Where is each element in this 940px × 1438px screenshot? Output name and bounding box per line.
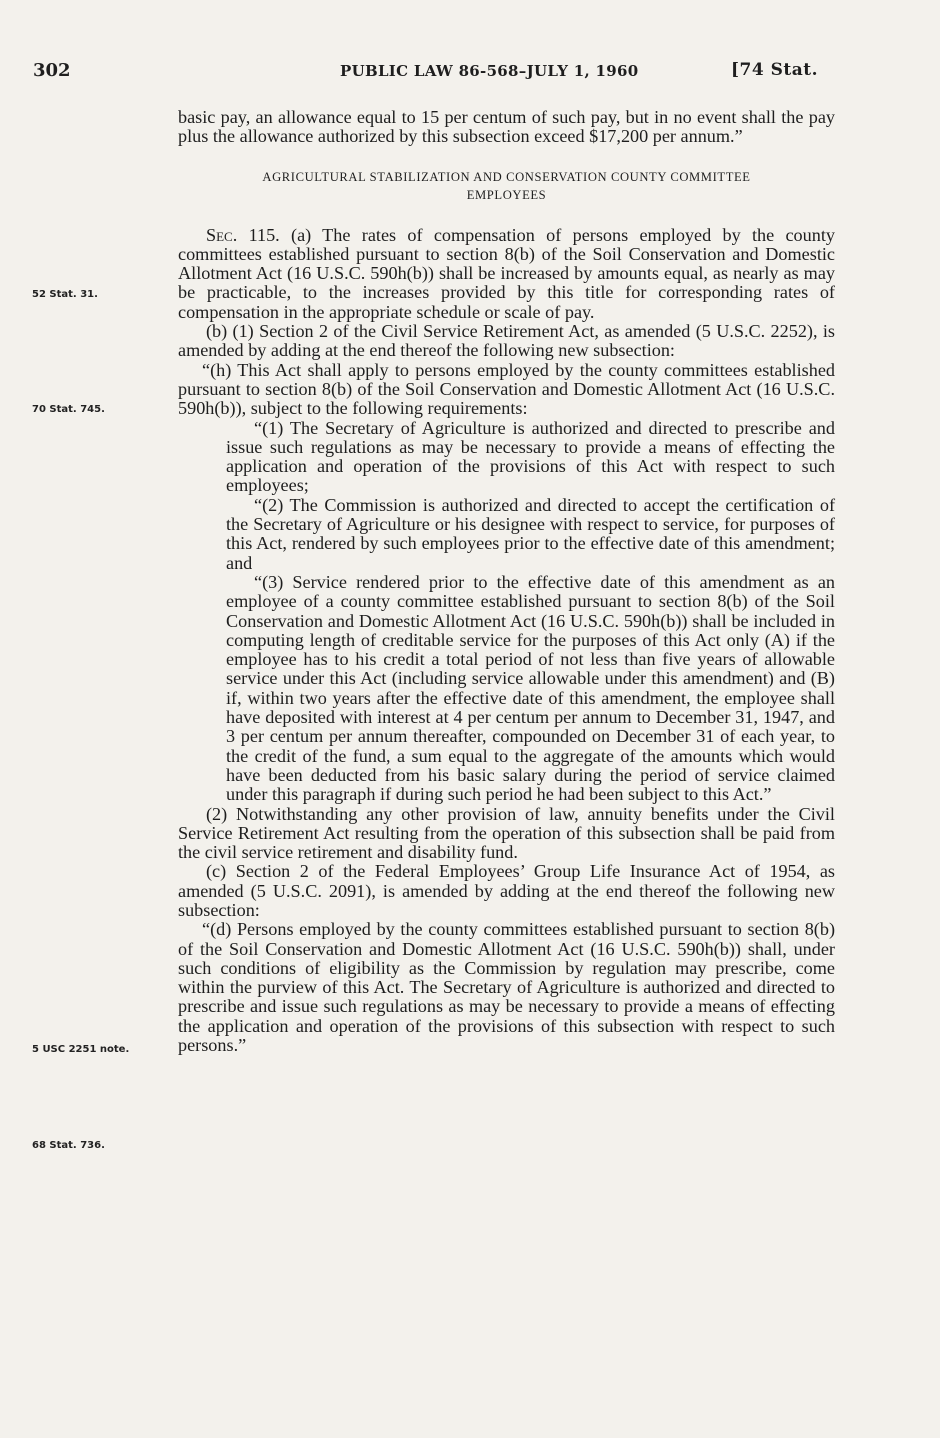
section-heading-line: AGRICULTURAL STABILIZATION AND CONSERVATION COUNTY COMMITTEE [262,169,751,184]
margin-note-citation: 70 Stat. 745. [32,404,105,415]
section-paragraph [178,226,835,322]
quoted-subsection: “(h) This Act shall apply to persons employed by the county committees established pursuant to section 8(b) of the Soil Conservation and Domestic Allotment Act (16 U.S.C. 590h(b)), subject to the following requirements: [178,359,835,419]
section-paragraph: (2) Notwithstanding any other provision of law, annuity benefits under the Civil Service Retirement Act resulting from the operation of this subsection shall be paid from the civil service retirement and disability fund. [178,803,835,863]
running-head: PUBLIC LAW 86-568–JULY 1, 1960 [340,62,639,80]
quoted-paragraph: “(3) Service rendered prior to the effective date of this amendment as an employee of a county committee established pursuant to section 8(b) of the Soil Conservation and Domestic Allotment Act (16 U.S.C. 590h(b)) shall be included in computing length of creditable service for the purposes of this Act only (A) if the employee has to his credit a total period of not less than five years of allowable service under this Act (including service allowable under this amendment) and (B) if, within two years after the effective date of this amendment, the employee shall have deposited with interest at 4 per centum per annum to December 31, 1947, and 3 per centum per annum thereafter, compounded on December 31 of each year, to the credit of the fund, a sum equal to the aggregate of the amounts which would have been deducted from his basic salary during the period of service claimed under this paragraph if during such period he had been subject to this Act.” [226,571,835,805]
volume-reference: [74 Stat. [731,60,819,80]
margin-note-citation: 5 USC 2251 note. [32,1044,130,1055]
page-header [0,60,940,90]
quoted-paragraph: “(1) The Secretary of Agriculture is authorized and directed to prescribe and issue such regulations as may be necessary to provide a means of effecting the application and operation of the provisions of this Act with respect to such employees; [226,417,835,496]
section-label: Sec. [206,224,238,245]
quoted-paragraph: “(2) The Commission is authorized and directed to accept the certification of the Secretary of Agriculture or his designee with respect to service, for purposes of this Act, rendered by such employees prior to the effective date of this amendment; and [226,494,835,573]
section-paragraph: (b) (1) Section 2 of the Civil Service Retirement Act, as amended (5 U.S.C. 2252), is amended by adding at the end thereof the following new subsection: [178,321,835,361]
section-paragraph: (c) Section 2 of the Federal Employees’ Group Life Insurance Act of 1954, as amended (5 U.S.C. 2091), is amended by adding at the end thereof the following new subsection: [178,861,835,920]
section-heading-line: EMPLOYEES [466,187,547,202]
page-number: 302 [33,60,71,81]
quoted-subsection: “(d) Persons employed by the county committees established pursuant to section 8(b) of the Soil Conservation and Domestic Allotment Act (16 U.S.C. 590h(b)) shall, under such conditions of eligibility as the Commission by regulation may prescribe, come within the purview of this Act. The Secretary of Agriculture is authorized and directed to prescribe and issue such regulations as may be necessary to provide a means of effecting the application and operation of the provisions of this subsection with respect to such persons.” [178,919,835,1056]
margin-note-citation: 68 Stat. 736. [32,1140,105,1151]
statute-text [178,108,835,1055]
paragraph-continuation: basic pay, an allowance equal to 15 per centum of such pay, but in no event shall the pay plus the allowance authorized by this subsection exceed $17,200 per annum.” [178,107,835,147]
section-heading [178,168,835,204]
margin-note-citation: 52 Stat. 31. [32,289,98,300]
section-paragraph-text: 115. (a) The rates of compensation of persons employed by the county committees established pursuant to section 8(b) of the Soil Conservation and Domestic Allotment Act (16 U.S.C. 590h(b)) shall be increased by amounts equal, as nearly as may be practicable, to the increases provided by this title for corresponding rates of compensation in the appropriate schedule or scale of pay. [178,224,835,322]
